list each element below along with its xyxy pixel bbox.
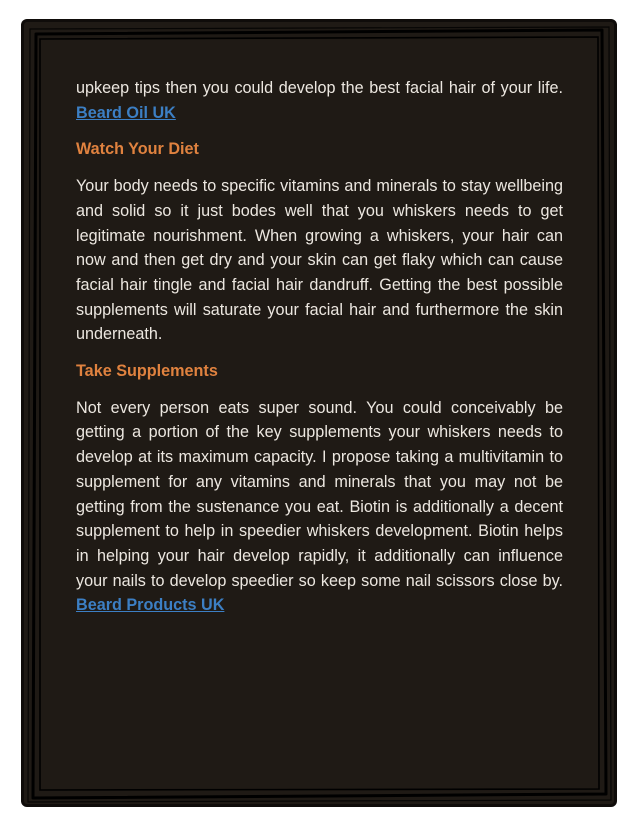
article-body — [76, 76, 563, 630]
intro-paragraph — [76, 76, 563, 125]
supplements-paragraph — [76, 396, 563, 618]
heading-watch-your-diet: Watch Your Diet — [76, 140, 199, 159]
beard-oil-uk-link[interactable]: Beard Oil UK — [76, 103, 176, 122]
beard-products-uk-link[interactable]: Beard Products UK — [76, 596, 225, 615]
supplements-text: Not every person eats super sound. You could conceivably be getting a portion of the key supplements your whiskers needs to develop at its maximum capacity. I propose taking a multivitamin to supplement for any vitamins and minerals that you may not be getting from the sustenance you eat. Biotin is additionally a decent supplement to help in speedier whiskers development. Biotin helps in helping your hair develop rapidly, it additionally can influence your nails to develop speedier so keep some nail scissors close by. — [76, 398, 563, 590]
intro-text: upkeep tips then you could develop the best facial hair of your life. — [76, 79, 563, 97]
heading-take-supplements: Take Supplements — [76, 362, 218, 381]
diet-paragraph: Your body needs to specific vitamins and minerals to stay wellbeing and solid so it just bodes well that you whiskers needs to get legitimate nourishment. When growing a whiskers, your hair can now and then get dry and your skin can get flaky which can cause facial hair tingle and facial hair dandruff. Getting the best possible supplements will saturate your facial hair and furthermore the skin underneath. — [76, 177, 563, 344]
